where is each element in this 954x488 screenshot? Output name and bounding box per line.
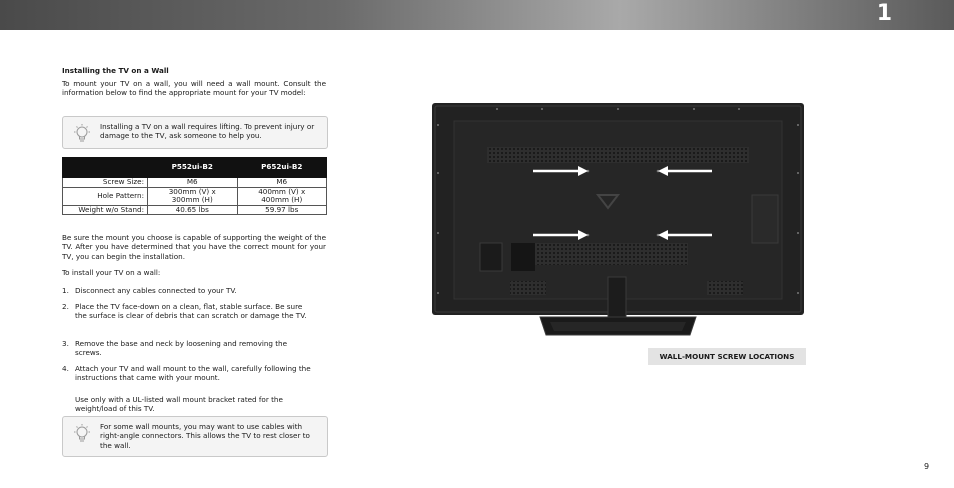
step-text: Attach your TV and wall mount to the wall, carefully following the instructions that came with your mount. xyxy=(75,364,311,383)
header-banner xyxy=(0,0,954,30)
step-number: 1. xyxy=(62,286,69,295)
step-number: 4. xyxy=(62,364,69,373)
lightbulb-icon xyxy=(71,423,93,445)
ul-note: Use only with a UL-listed wall mount bracket rated for the weight/load of this TV. xyxy=(75,395,283,414)
tip-text: For some wall mounts, you may want to use cables with right-angle connectors. This allows the TV to rest closer to the wall. xyxy=(100,422,310,450)
top-vent xyxy=(487,147,749,163)
page-number: 9 xyxy=(924,462,930,471)
table-header-empty xyxy=(63,158,148,178)
step-number: 3. xyxy=(62,339,69,348)
cell-p652: M6 xyxy=(237,178,327,188)
table-header-row xyxy=(63,158,327,178)
cell-p652: 59.97 lbs xyxy=(237,205,327,215)
bottom-vent xyxy=(512,243,688,265)
table-header-p652: P652ui-B2 xyxy=(237,158,327,178)
table-row xyxy=(63,178,327,188)
row-label: Hole Pattern: xyxy=(63,187,148,205)
support-paragraph: Be sure the mount you choose is capable of supporting the weight of the TV. After you have determined that you have the correct mount for your TV, you can begin the installation. xyxy=(62,233,326,261)
step-text: Disconnect any cables connected to your TV. xyxy=(75,286,237,295)
lightbulb-icon xyxy=(71,123,93,145)
tip-callout-lifting xyxy=(62,116,328,149)
cell-p552: M6 xyxy=(148,178,238,188)
row-label: Screw Size: xyxy=(63,178,148,188)
step-number: 2. xyxy=(62,302,69,311)
tv-back-illustration xyxy=(432,103,804,339)
table-header-p552: P552ui-B2 xyxy=(148,158,238,178)
table-row xyxy=(63,187,327,205)
tip-text: Installing a TV on a wall requires lifting. To prevent injury or damage to the TV, ask someone to help you. xyxy=(100,122,315,141)
cell-p652: 400mm (V) x 400mm (H) xyxy=(237,187,327,205)
install-intro: To install your TV on a wall: xyxy=(62,268,161,277)
chapter-number: 1 xyxy=(876,1,892,26)
intro-paragraph: To mount your TV on a wall, you will need a wall mount. Consult the information below to find the appropriate mount for your TV model: xyxy=(62,79,326,98)
figure-caption: WALL-MOUNT SCREW LOCATIONS xyxy=(648,348,806,365)
section-title: Installing the TV on a Wall xyxy=(62,66,169,75)
cell-p552: 40.65 lbs xyxy=(148,205,238,215)
tip-callout-connectors xyxy=(62,416,328,457)
step-text: Place the TV face-down on a clean, flat, stable surface. Be sure the surface is clear of debris that can scratch or damage the TV. xyxy=(75,302,307,321)
cell-p552: 300mm (V) x 300mm (H) xyxy=(148,187,238,205)
mount-spec-table xyxy=(62,157,327,215)
row-label: Weight w/o Stand: xyxy=(63,205,148,215)
step-text: Remove the base and neck by loosening and removing the screws. xyxy=(75,339,288,358)
table-row xyxy=(63,205,327,215)
